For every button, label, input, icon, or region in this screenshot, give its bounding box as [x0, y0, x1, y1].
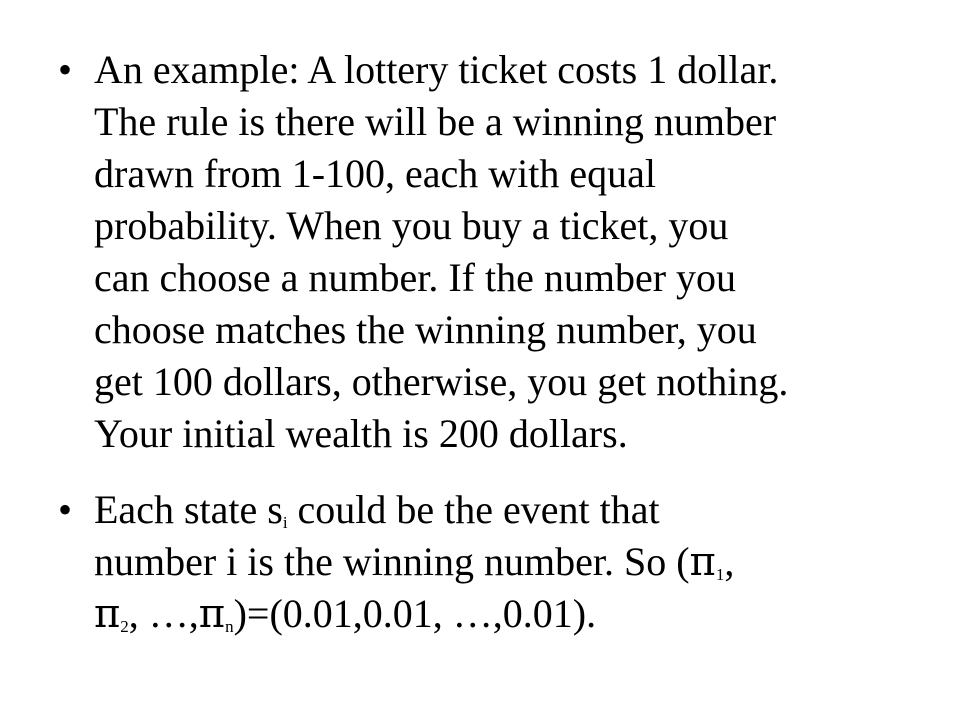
text-line — [94, 484, 938, 536]
text-line: choose matches the winning number, you — [94, 307, 757, 352]
pi-symbol: π — [198, 591, 226, 637]
bullet-item-states — [58, 484, 938, 640]
bullet-item-lottery-example — [58, 44, 938, 460]
pi-symbol: π — [94, 591, 121, 637]
text-line: can choose a number. If the number you — [94, 255, 737, 300]
subscript-n: n — [225, 617, 234, 636]
subscript-2: 2 — [120, 617, 129, 636]
text-segment: )=(0.01,0.01, …,0.01). — [233, 591, 597, 636]
subscript-i: i — [282, 513, 288, 532]
text-line: get 100 dollars, otherwise, you get nothing. — [94, 359, 789, 404]
text-segment: number i is the winning number. So ( — [94, 539, 690, 584]
text-line: probability. When you buy a ticket, you — [94, 203, 729, 248]
text-line: drawn from 1-100, each with equal — [94, 151, 657, 196]
text-segment: Each state s — [94, 487, 283, 532]
text-line: The rule is there will be a winning number — [94, 99, 777, 144]
text-line — [94, 536, 938, 588]
bullet-list — [58, 44, 938, 640]
text-segment: , — [724, 539, 735, 584]
subscript-1: 1 — [715, 565, 725, 584]
text-line: An example: A lottery ticket costs 1 dollar. — [94, 47, 779, 92]
pi-symbol: π — [689, 539, 716, 585]
bullet-dot-icon: • — [58, 487, 73, 532]
text-line: Your initial wealth is 200 dollars. — [94, 411, 628, 456]
bullet-dot-icon: • — [58, 47, 73, 92]
text-segment: could be the event that — [287, 487, 660, 532]
text-line — [94, 588, 938, 640]
text-segment: , …, — [128, 591, 199, 636]
